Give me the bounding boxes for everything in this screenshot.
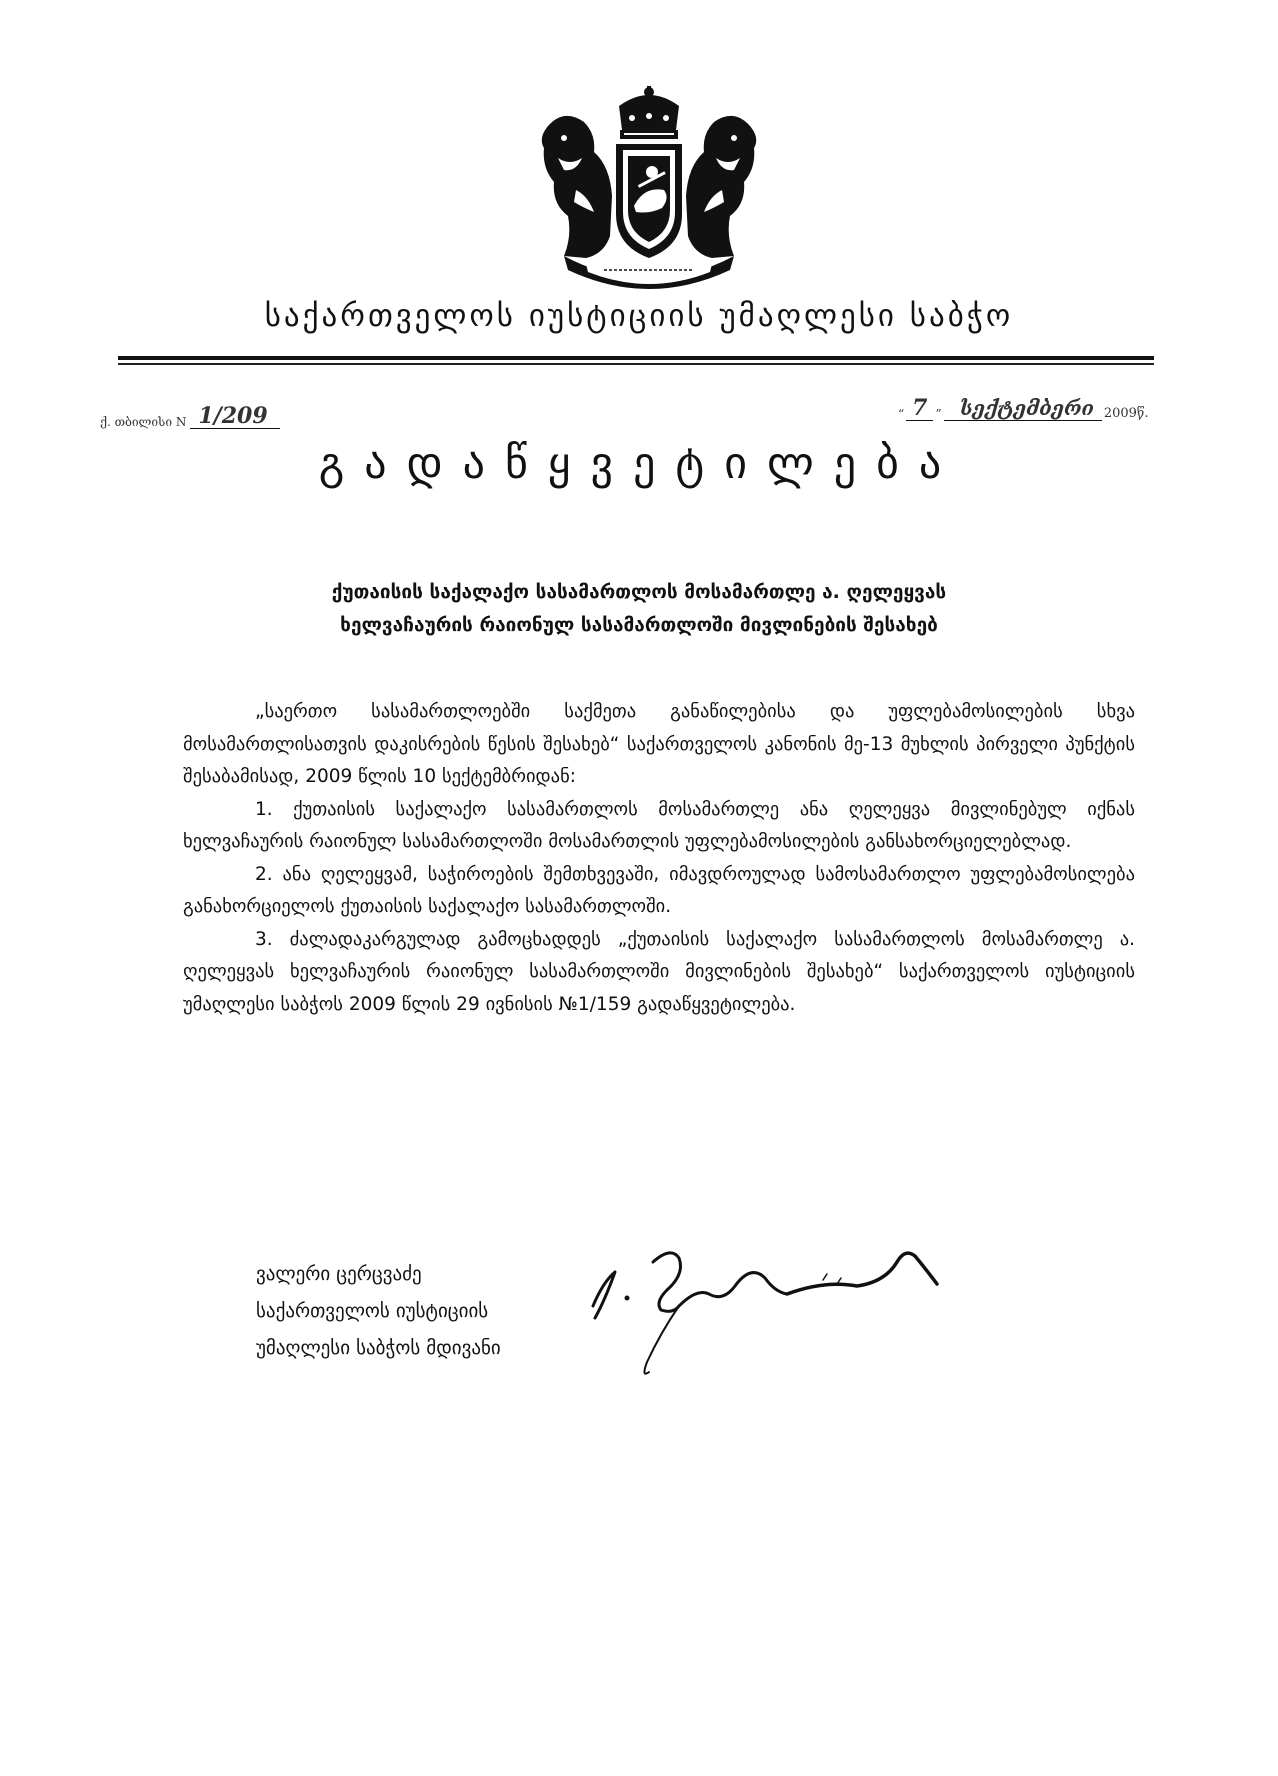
date-year: 2009წ. bbox=[1103, 406, 1149, 421]
signer-position: საქართველოს იუსტიციის bbox=[256, 1300, 489, 1322]
signer-position: უმაღლესი საბჭოს მდივანი bbox=[256, 1337, 501, 1359]
handwritten-signature bbox=[575, 1222, 945, 1392]
date-day: 7 bbox=[906, 396, 933, 421]
body-item: 1. ქუთაისის საქალაქო სასამართლოს მოსამართლე ანა ღელეყვა მივლინებულ იქნას ხელვაჩაურის რაიონულ სასამართლოში მოსამართლის უფლებამოსილების განსახორციელებლად. bbox=[183, 798, 1135, 852]
subject-line: ქუთაისის საქალაქო სასამართლოს მოსამართლე ა. ღელეყვას bbox=[331, 581, 947, 603]
registration-number-value: 1/209 bbox=[190, 404, 279, 429]
body-preamble: „საერთო სასამართლოებში საქმეთა განაწილებისა და უფლებამოსილების სხვა მოსამართლისათვის დაკისრების წესის შესახებ“ საქართველოს კანონის მე-13 მუხლის პირველი პუნქტის შესაბამისად, 2009 წლის 10 სექტემბრიდან: bbox=[183, 701, 1135, 787]
organization-name: საქართველოს იუსტიციის უმაღლესი საბჭო bbox=[264, 298, 1014, 334]
subject-line: ხელვაჩაურის რაიონულ სასამართლოში მივლინების შესახებ bbox=[340, 614, 938, 636]
body-item: 2. ანა ღელეყვამ, საჭიროების შემთხვევაში, იმავდროულად სამოსამართლო უფლებამოსილება განახორციელოს ქუთაისის საქალაქო სასამართლოში. bbox=[183, 863, 1135, 917]
document-body bbox=[183, 696, 1135, 1021]
signer-block bbox=[256, 1256, 501, 1367]
document-title: გადაწყვეტილება bbox=[318, 438, 962, 489]
body-item: 3. ძალადაკარგულად გამოცხადდეს „ქუთაისის საქალაქო სასამართლოს მოსამართლე ა. ღელეყვას ხელვაჩაურის რაიონულ სასამართლოში მივლინების შესახებ“ საქართველოს იუსტიციის უმაღლესი საბჭოს 2009 წლის 29 ივნისის №1/159 გადაწყვეტილება. bbox=[183, 928, 1135, 1015]
header-divider bbox=[118, 356, 1154, 360]
registration-number bbox=[100, 404, 280, 436]
document-date: “ 7 ” სექტემბერი 2009წ. bbox=[898, 395, 1149, 421]
signer-name: ვალერი ცერცვაძე bbox=[256, 1263, 422, 1285]
document-subject bbox=[180, 576, 1098, 642]
header-divider-thin bbox=[118, 363, 1154, 365]
georgia-coat-of-arms-icon bbox=[524, 86, 774, 291]
date-month: სექტემბერი bbox=[944, 396, 1102, 421]
registration-number-label: ქ. თბილისი N bbox=[100, 415, 187, 429]
